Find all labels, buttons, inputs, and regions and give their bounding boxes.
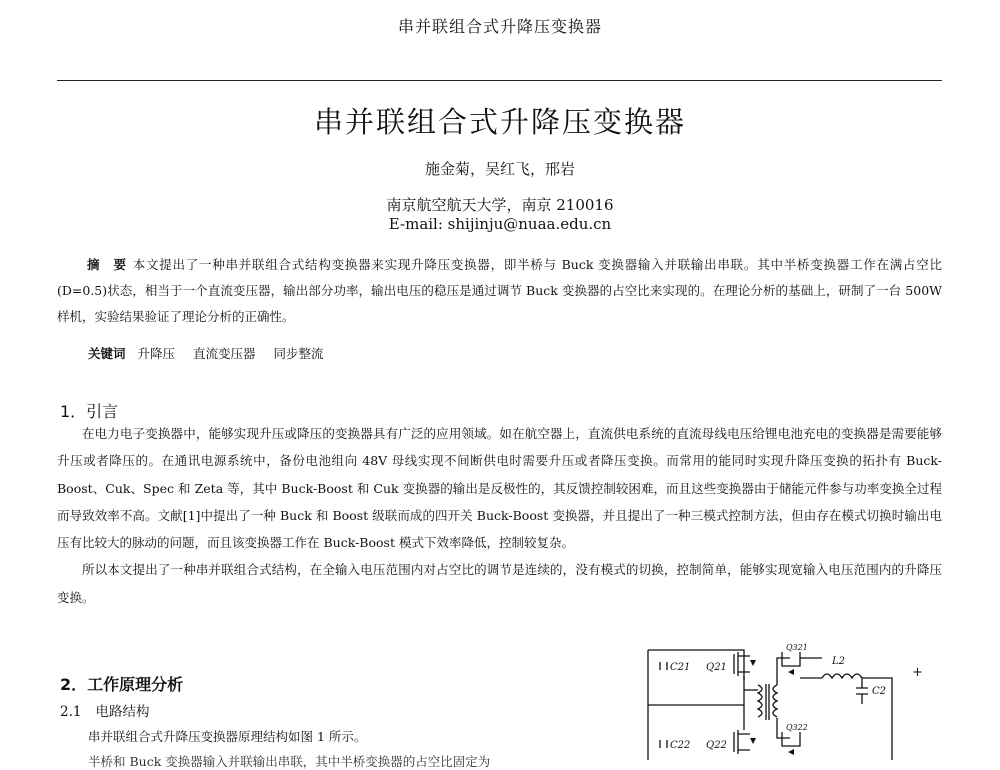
- abstract-label: 摘 要: [87, 257, 127, 272]
- label-l2: L2: [832, 656, 846, 667]
- label-q321: Q321: [786, 643, 808, 652]
- inductor-l2: [822, 674, 862, 678]
- section-2-partial-line: 半桥和 Buck 变换器输入并联输出串联，其中半桥变换器的占空比固定为: [88, 754, 491, 769]
- subsection-number: 2.1: [60, 704, 82, 720]
- paper-title: 串并联组合式升降压变换器: [313, 105, 686, 139]
- section-1-body: [57, 420, 942, 611]
- capacitor-c2: [856, 678, 868, 704]
- transformer-secondary: [773, 685, 777, 717]
- affiliation-block: [0, 196, 1000, 234]
- label-c22: C22: [670, 740, 691, 751]
- label-c2: C2: [872, 686, 887, 697]
- transformer-primary: [758, 685, 762, 717]
- keyword: 升降压: [137, 346, 176, 361]
- diode-symbol: [788, 669, 794, 755]
- paragraph: 所以本文提出了一种串并联组合式结构，在全输入电压范围内对占空比的调节是连续的，没有模式的切换，控制简单，能够实现宽输入电压范围内的升降压变换。: [57, 562, 942, 605]
- label-c21: C21: [670, 662, 691, 673]
- abstract: [57, 252, 942, 330]
- mosfet-q22: [734, 730, 750, 754]
- label-plus: +: [912, 665, 923, 680]
- authors: 施金菊，吴红飞，邢岩: [424, 160, 575, 178]
- label-q322: Q322: [786, 723, 808, 732]
- capacitor-c22: [660, 740, 667, 748]
- subsection-title: 电路结构: [95, 704, 150, 720]
- abstract-text: 本文提出了一种串并联组合式结构变换器来实现升降压变换器，即半桥与 Buck 变换器输入并联输出串联。其中半桥变换器工作在满占空比(D=0.5)状态，相当于一个直流变压器，输出部分功率，输出电压的稳压是通过调节 Buck 变换器的占空比来实现的。在理论分析的基础上，研制了一台 500W 样机，实验结果验证了理论分析的正确性。: [57, 257, 942, 324]
- section-2-paragraph: 串并联组合式升降压变换器原理结构如图 1 所示。: [88, 729, 367, 744]
- keyword: 直流变压器: [193, 346, 256, 361]
- header-rule: [57, 80, 942, 81]
- section-heading-2: 2．工作原理分析: [60, 675, 184, 694]
- mosfet-q21: [734, 652, 750, 676]
- label-q21: Q21: [706, 662, 727, 673]
- transformer-core: [766, 684, 769, 720]
- paragraph: 在电力电子变换器中，能够实现升压或降压的变换器具有广泛的应用领域。如在航空器上，直流供电系统的直流母线电压给锂电池充电的变换器是需要能够升压或者降压的。在通讯电源系统中，备份电池组向 48V 母线实现不间断供电时需要升压或者降压变换。而常用的能同时实现升降压变换的拓扑有 Buck-Boost、Cuk、Spec 和 Zeta 等，其中 Buck-Boost 和 Cuk 变换器的输出是反极性的，其反馈控制较困难，而且这些变换器由于储能元件参与功率变换全过程而导致效率不高。文献[1]中提出了一种 Buck 和 Boost 级联而成的四开关 Buck-Boost 变换器，并且提出了一种三模式控制方法，但由存在模式切换时输出电压有比较大的脉动的问题，而且该变换器工作在 Buck-Boost 模式下效率降低，控制较复杂。: [57, 426, 942, 551]
- section-heading-1: 1．引言: [60, 402, 119, 421]
- keywords: [88, 344, 338, 362]
- subsection-heading-2-1: [60, 700, 149, 720]
- diode-symbol: [750, 660, 756, 744]
- email[interactable]: E-mail: shijinju@nuaa.edu.cn: [388, 215, 612, 233]
- circuit-diagram: [640, 640, 940, 760]
- running-header: 串并联组合式升降压变换器: [397, 17, 602, 36]
- affiliation: 南京航空航天大学，南京 210016: [386, 196, 614, 214]
- keyword: 同步整流: [273, 346, 324, 361]
- capacitor-c21: [660, 662, 667, 670]
- keywords-label: 关键词: [88, 346, 126, 361]
- circuit-wire: [648, 650, 744, 680]
- label-q22: Q22: [706, 740, 727, 751]
